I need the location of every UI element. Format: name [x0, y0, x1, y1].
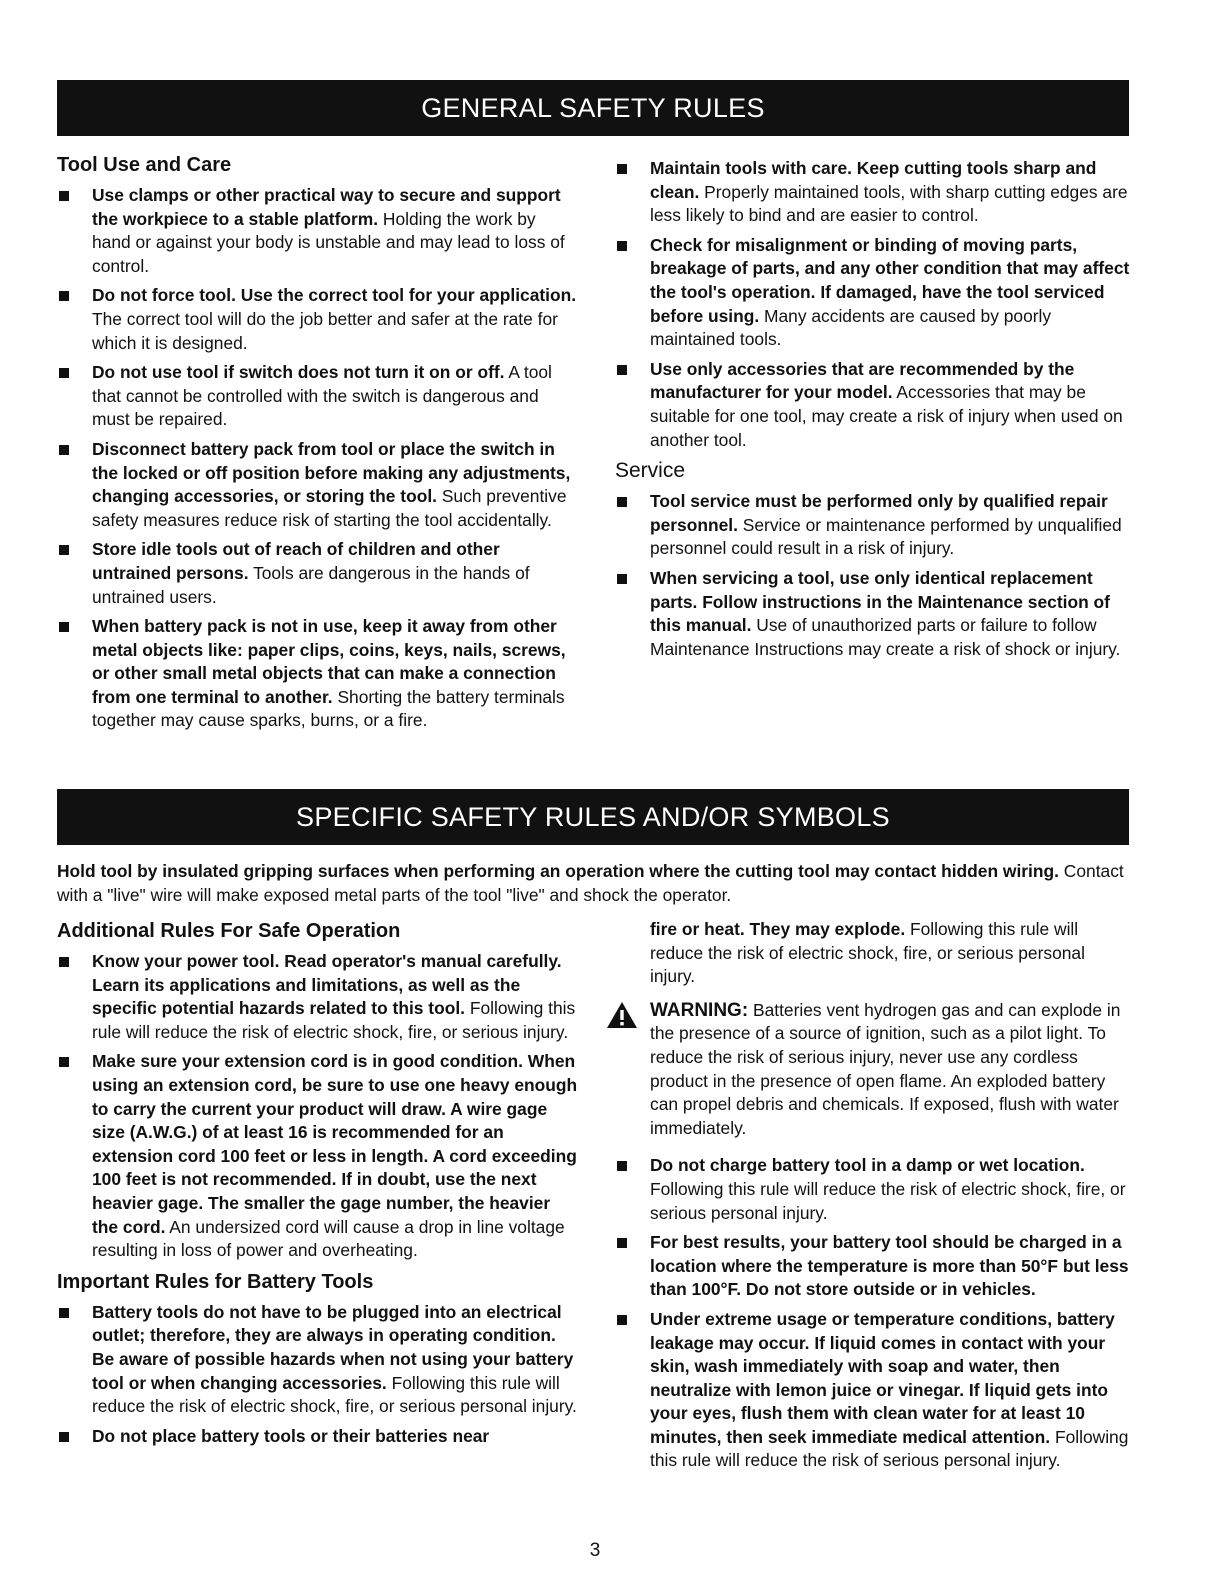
specific-safety-banner: SPECIFIC SAFETY RULES AND/OR SYMBOLS: [57, 789, 1129, 845]
specific-intro: [57, 860, 1135, 907]
bullet-icon: [617, 1238, 627, 1248]
list-item: [57, 284, 577, 355]
bullet-icon: [59, 1057, 69, 1067]
item-bold: Tool service must be performed only by qualified repair personnel.: [650, 491, 1108, 535]
item-bold: Do not charge battery tool in a damp or wet location.: [650, 1155, 1085, 1176]
bullet-icon: [59, 622, 69, 632]
continued-item: [650, 918, 1130, 989]
item-bold: fire or heat. They may explode.: [650, 919, 906, 939]
list-item: [615, 1154, 1130, 1225]
item-text: Following this rule will reduce the risk of electric shock, fire, or serious injury.: [92, 998, 576, 1042]
item-bold: Use only accessories that are recommended by the manufacturer for your model.: [650, 358, 1075, 403]
list-item: [615, 157, 1130, 228]
item-text: Following this rule will reduce the risk of electric shock, fire, or serious personal injury.: [650, 919, 1085, 987]
list-item: [615, 1231, 1130, 1302]
item-bold: Store idle tools out of reach of children and other untrained persons.: [92, 539, 500, 583]
bullet-icon: [617, 1315, 627, 1325]
list-item: [615, 567, 1130, 661]
item-text: The correct tool will do the job better and safer at the rate for which it is designed.: [92, 308, 558, 353]
item-text: Use of unauthorized parts or failure to follow Maintenance Instructions may create a risk of shock or injury.: [650, 615, 1121, 659]
item-text: Shorting the battery terminals together may cause sparks, burns, or a fire.: [92, 686, 565, 731]
item-bold: Battery tools do not have to be plugged into an electrical outlet; therefore, they are always in operating condition. Be aware of possible hazards when not using your battery tool or when changing accessories.: [92, 1301, 574, 1393]
item-bold: Maintain tools with care. Keep cutting tools sharp and clean.: [650, 158, 1097, 202]
item-text: Properly maintained tools, with sharp cutting edges are less likely to bind and are easier to control.: [650, 181, 1128, 226]
list-item: [57, 1425, 579, 1449]
tool-use-section: [57, 152, 577, 739]
specific-right-column: [650, 918, 1130, 1479]
page-number: 3: [589, 1540, 601, 1561]
item-text: An undersized cord will cause a drop in line voltage resulting in loss of power and overheating.: [92, 1216, 565, 1261]
item-bold: Make sure your extension cord is in good condition. When using an extension cord, be sure to use one heavy enough to carry the current your product will draw. A wire gage size (A.W.G.) of at least 16 is recommended for an extension cord 100 feet or less in length. A cord exceeding 100 feet is not recommended. If in doubt, use the next heavier gage. The smaller the gage number, the heavier the cord.: [92, 1051, 578, 1237]
additional-rules-heading: Additional Rules For Safe Operation: [57, 920, 401, 942]
item-text: Following this rule will reduce the risk of electric shock, fire, or serious personal injury.: [92, 1372, 577, 1417]
item-text: Service or maintenance performed by unqualified personnel could result in a risk of injury.: [650, 514, 1122, 559]
intro-text: Contact with a "live" wire will make exposed metal parts of the tool "live" and shock the operator.: [57, 861, 1124, 905]
service-heading: Service: [615, 459, 686, 483]
item-bold: When battery pack is not in use, keep it away from other metal objects like: paper clips, coins, keys, nails, screws, or other small metal objects that can make a connection from one terminal to another.: [92, 616, 566, 707]
list-item: [57, 538, 577, 609]
list-item: [57, 438, 577, 532]
general-right-column: [615, 157, 1130, 667]
battery-warning: [606, 999, 1130, 1141]
item-text: Holding the work by hand or against your body is unstable and may lead to loss of control.: [92, 208, 565, 276]
tool-use-heading: Tool Use and Care: [57, 154, 232, 176]
item-bold: Under extreme usage or temperature conditions, battery leakage may occur. If liquid comes in contact with your skin, wash immediately with soap and water, then neutralize with lemon juice or vinegar. If liquid gets into your eyes, flush them with clean water for at least 10 minutes, then seek immediate medical attention.: [650, 1308, 1115, 1447]
list-item: [615, 234, 1130, 352]
item-text: A tool that cannot be controlled with the switch is dangerous and must be repaired.: [92, 362, 552, 430]
bullet-icon: [617, 164, 627, 174]
warning-triangle-icon: [606, 1001, 638, 1029]
bullet-icon: [59, 191, 69, 201]
bullet-icon: [59, 1432, 69, 1442]
bullet-icon: [59, 445, 69, 455]
list-item: [57, 184, 577, 278]
specific-left-column: [57, 918, 579, 1454]
list-item: [57, 1050, 579, 1262]
item-bold: For best results, your battery tool should be charged in a location where the temperature is more than 50°F but less than 100°F. Do not store outside or in vehicles.: [650, 1232, 1129, 1300]
item-bold: Do not place battery tools or their batteries near: [92, 1425, 490, 1446]
list-item: [57, 615, 577, 733]
bullet-icon: [59, 957, 69, 967]
warning-text: Batteries vent hydrogen gas and can explode in the presence of a source of ignition, such as a pilot light. To reduce the risk of serious injury, never use any cordless product in the presence of open flame. An exploded battery can propel debris and chemicals. If exposed, flush with water immediately.: [650, 999, 1121, 1138]
item-text: Accessories that may be suitable for one tool, may create a risk of injury when used on another tool.: [650, 382, 1123, 450]
item-bold: Do not force tool. Use the correct tool for your application.: [92, 285, 577, 306]
list-item: [615, 358, 1130, 452]
bullet-icon: [59, 368, 69, 378]
bullet-icon: [617, 497, 627, 507]
bullet-icon: [617, 574, 627, 584]
item-bold: Check for misalignment or binding of moving parts, breakage of parts, and any other condition that may affect the tool's operation. If damaged, have the tool serviced before using.: [650, 234, 1130, 326]
item-bold: Use clamps or other practical way to secure and support the workpiece to a stable platform.: [92, 185, 561, 229]
bullet-icon: [617, 241, 627, 251]
list-item: [615, 1308, 1130, 1473]
list-item: [57, 950, 579, 1044]
list-item: [57, 1301, 579, 1419]
warning-label: WARNING:: [650, 999, 749, 1021]
general-safety-banner: GENERAL SAFETY RULES: [57, 80, 1129, 136]
item-bold: Know your power tool. Read operator's manual carefully. Learn its applications and limitations, as well as the specific potential hazards related to this tool.: [92, 951, 562, 1019]
item-bold: Do not use tool if switch does not turn it on or off.: [92, 362, 505, 383]
item-text: Following this rule will reduce the risk of electric shock, fire, or serious personal injury.: [650, 1178, 1126, 1223]
bullet-icon: [59, 545, 69, 555]
item-text: Following this rule will reduce the risk of serious personal injury.: [650, 1426, 1129, 1471]
bullet-icon: [617, 1161, 627, 1171]
item-text: Tools are dangerous in the hands of untrained users.: [92, 562, 530, 607]
bullet-icon: [59, 291, 69, 301]
bullet-icon: [617, 365, 627, 375]
bullet-icon: [59, 1308, 69, 1318]
battery-rules-heading: Important Rules for Battery Tools: [57, 1270, 374, 1293]
item-bold: Disconnect battery pack from tool or place the switch in the locked or off position before making any adjustments, changing accessories, or storing the tool.: [92, 438, 571, 507]
list-item: [615, 490, 1130, 561]
item-bold: When servicing a tool, use only identical replacement parts. Follow instructions in the Maintenance section of this manual.: [650, 567, 1110, 636]
item-text: Many accidents are caused by poorly maintained tools.: [650, 305, 1052, 350]
intro-bold: Hold tool by insulated gripping surfaces when performing an operation where the cutting tool may contact hidden wiring.: [57, 861, 1059, 881]
list-item: [57, 361, 577, 432]
item-text: Such preventive safety measures reduce risk of starting the tool accidentally.: [92, 486, 567, 530]
